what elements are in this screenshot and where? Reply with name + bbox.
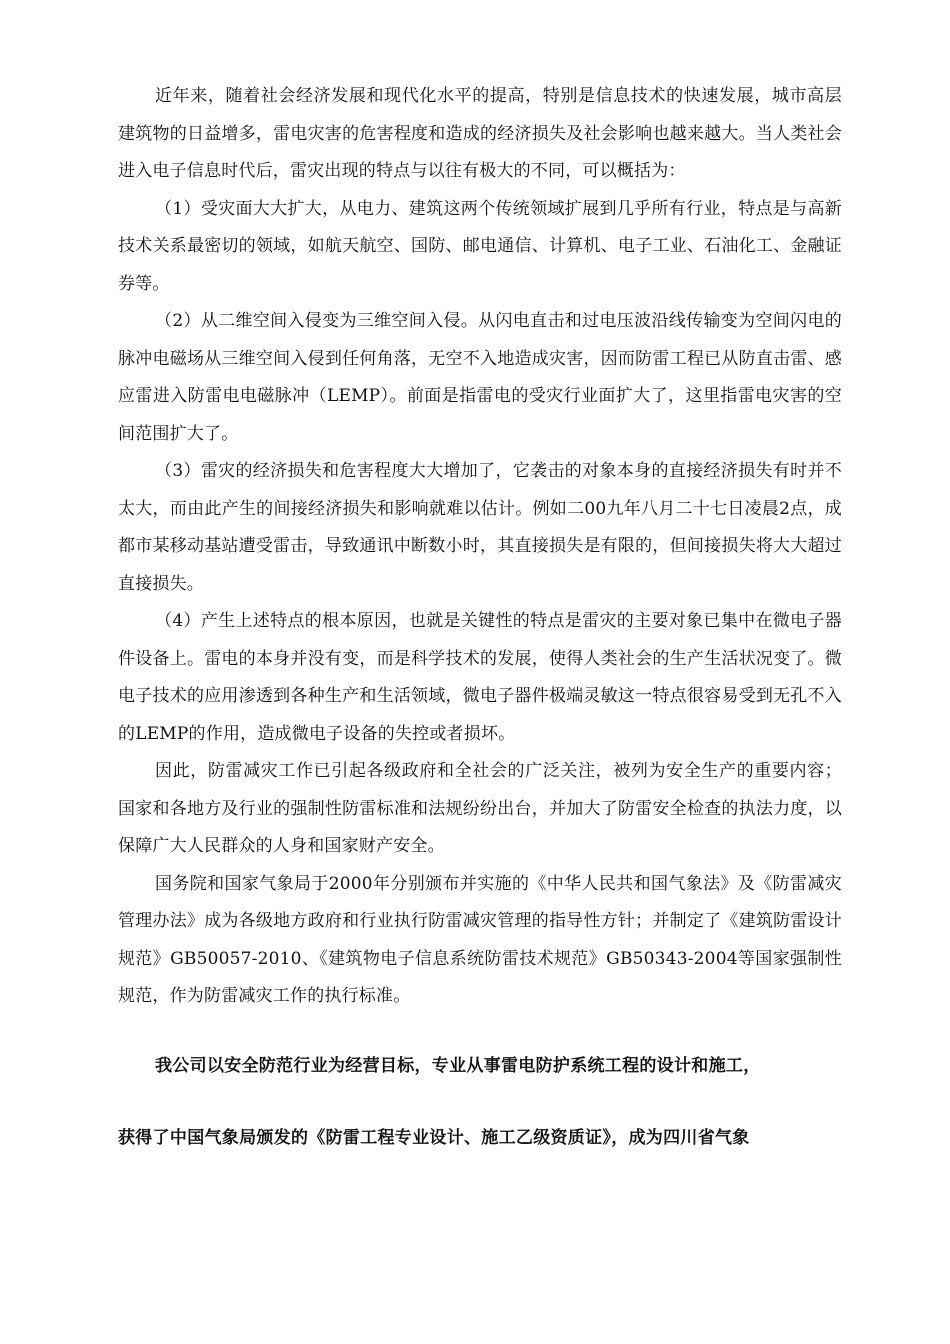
company-intro-line-1: 我公司以安全防范行业为经营目标，专业从事雷电防护系统工程的设计和施工， [155,1056,761,1076]
regulations-paragraph: 国务院和国家气象局于2000年分别颁布并实施的《中华人民共和国气象法》及《防雷减灾管理办法》成为各级地方政府和行业执行防雷减灾管理的指导性方针；并制定了《建筑防雷设计规范》GB50057-2010、《建筑物电子信息系统防雷技术规范》GB50343-2004等国家强制性规范，作为防雷减灾工作的执行标准。 [118,873,842,1006]
point-2-paragraph: （2）从二维空间入侵变为三维空间入侵。从闪电直击和过电压波沿线传输变为空间闪电的脉冲电磁场从三维空间入侵到任何角落，无空不入地造成灾害，因而防雷工程已从防直击雷、感应雷进入防雷电电磁脉冲（LEMP）。前面是指雷电的受灾行业面扩大了，这里指雷电灾害的空间范围扩大了。 [118,311,842,444]
point-1-paragraph: （1）受灾面大大扩大，从电力、建筑这两个传统领域扩展到几乎所有行业，特点是与高新技术关系最密切的领域，如航天航空、国防、邮电通信、计算机、电子工业、石油化工、金融证券等。 [118,198,842,294]
company-intro-line-2: 获得了中国气象局颁发的《防雷工程专业设计、施工乙级资质证》，成为四川省气象 [118,1128,750,1148]
point-4-paragraph: （4）产生上述特点的根本原因，也就是关键性的特点是雷灾的主要对象已集中在微电子器件设备上。雷电的本身并没有变，而是科学技术的发展，使得人类社会的生产生活状况变了。微电子技术的应用渗透到各种生产和生活领域，微电子器件极端灵敏这一特点很容易受到无孔不入的LEMP的作用，造成微电子设备的失控或者损坏。 [118,611,842,744]
conclusion-paragraph: 因此，防雷减灾工作已引起各级政府和全社会的广泛关注，被列为安全生产的重要内容；国家和各地方及行业的强制性防雷标准和法规纷纷出台，并加大了防雷安全检查的执法力度，以保障广大人民群众的人身和国家财产安全。 [118,761,842,856]
point-3-paragraph: （3）雷灾的经济损失和危害程度大大增加了，它袭击的对象本身的直接经济损失有时并不太大，而由此产生的间接经济损失和影响就难以估计。例如二00九年八月二十七日凌晨2点，成都市某移动基站遭受雷击，导致通讯中断数小时，其直接损失是有限的，但间接损失将大大超过直接损失。 [118,461,842,594]
document-body [118,78,842,1016]
intro-paragraph: 近年来，随着社会经济发展和现代化水平的提高，特别是信息技术的快速发展，城市高层建筑物的日益增多，雷电灾害的危害程度和造成的经济损失及社会影响也越来越大。当人类社会进入电子信息时代后，雷灾出现的特点与以往有极大的不同，可以概括为： [118,86,842,181]
